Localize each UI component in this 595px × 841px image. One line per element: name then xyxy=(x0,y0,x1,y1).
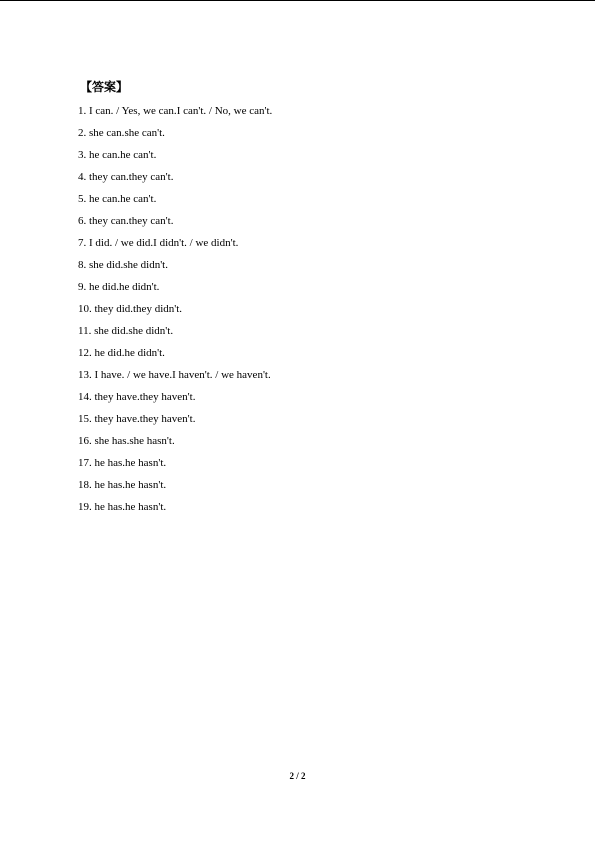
answer-row xyxy=(78,364,538,386)
answer-negative: she didn't. xyxy=(123,259,168,271)
answer-negative: they haven't. xyxy=(139,413,196,425)
answer-negative: she didn't. xyxy=(128,325,174,337)
answer-affirmative: they have. xyxy=(94,413,140,425)
answer-negative: he can't. xyxy=(120,149,157,161)
answer-affirmative: he did. xyxy=(94,347,125,359)
answer-negative: he can't. xyxy=(120,193,157,205)
answer-row xyxy=(78,144,538,166)
answer-row xyxy=(78,254,538,276)
answer-affirmative: I have. / we have. xyxy=(94,369,173,381)
answer-affirmative: she can. xyxy=(89,127,125,139)
answer-row xyxy=(78,408,538,430)
answer-affirmative: he can. xyxy=(89,149,121,161)
answer-row xyxy=(78,342,538,364)
answer-affirmative: she did. xyxy=(89,259,124,271)
answer-section xyxy=(78,78,538,518)
answer-affirmative: he has. xyxy=(94,479,126,491)
top-border-rule xyxy=(0,0,595,1)
answer-affirmative: he can. xyxy=(89,193,121,205)
answer-negative: they didn't. xyxy=(133,303,183,315)
answer-row xyxy=(78,474,538,496)
page-number: 2 / 2 xyxy=(289,771,306,781)
answer-number: 7. xyxy=(78,237,87,249)
answer-negative: I can't. / No, we can't. xyxy=(176,105,273,117)
answer-affirmative: he has. xyxy=(94,457,126,469)
answer-negative: she hasn't. xyxy=(129,435,175,447)
answer-row xyxy=(78,320,538,342)
answer-row xyxy=(78,496,538,518)
answer-list xyxy=(78,100,538,518)
answer-negative: I haven't. / we haven't. xyxy=(172,369,271,381)
answer-number: 17. xyxy=(78,457,92,469)
answer-number: 4. xyxy=(78,171,87,183)
answer-row xyxy=(78,452,538,474)
answer-affirmative: they can. xyxy=(89,171,129,183)
answer-negative: they haven't. xyxy=(139,391,196,403)
answer-negative: he didn't. xyxy=(124,347,165,359)
answer-row xyxy=(78,100,538,122)
answer-number: 15. xyxy=(78,413,92,425)
answer-affirmative: she did. xyxy=(94,325,129,337)
answer-affirmative: they did. xyxy=(94,303,133,315)
answer-affirmative: she has. xyxy=(94,435,130,447)
answer-number: 9. xyxy=(78,281,87,293)
answer-number: 11. xyxy=(78,325,92,337)
answer-row xyxy=(78,386,538,408)
answer-number: 13. xyxy=(78,369,92,381)
answer-affirmative: they have. xyxy=(94,391,140,403)
answer-number: 1. xyxy=(78,105,87,117)
answer-number: 3. xyxy=(78,149,87,161)
answer-affirmative: he did. xyxy=(89,281,119,293)
answer-affirmative: I did. / we did. xyxy=(89,237,154,249)
answer-number: 6. xyxy=(78,215,87,227)
answer-row xyxy=(78,166,538,188)
answer-number: 5. xyxy=(78,193,87,205)
answer-row xyxy=(78,210,538,232)
answer-number: 2. xyxy=(78,127,87,139)
answer-affirmative: they can. xyxy=(89,215,129,227)
answer-negative: they can't. xyxy=(128,171,174,183)
answer-number: 16. xyxy=(78,435,92,447)
answer-negative: I didn't. / we didn't. xyxy=(153,237,239,249)
answer-row xyxy=(78,188,538,210)
answer-heading: 【答案】 xyxy=(80,80,129,94)
answer-row xyxy=(78,276,538,298)
answer-negative: she can't. xyxy=(124,127,165,139)
answer-row xyxy=(78,232,538,254)
answer-affirmative: I can. / Yes, we can. xyxy=(89,105,177,117)
answer-number: 18. xyxy=(78,479,92,491)
answer-negative: he hasn't. xyxy=(125,501,167,513)
answer-number: 8. xyxy=(78,259,87,271)
answer-number: 12. xyxy=(78,347,92,359)
answer-number: 14. xyxy=(78,391,92,403)
answer-row xyxy=(78,298,538,320)
answer-affirmative: he has. xyxy=(94,501,126,513)
answer-row xyxy=(78,122,538,144)
answer-negative: they can't. xyxy=(128,215,174,227)
answer-negative: he didn't. xyxy=(118,281,160,293)
answer-negative: he hasn't. xyxy=(125,457,167,469)
answer-negative: he hasn't. xyxy=(125,479,167,491)
answer-number: 19. xyxy=(78,501,92,513)
answer-row xyxy=(78,430,538,452)
answer-number: 10. xyxy=(78,303,92,315)
